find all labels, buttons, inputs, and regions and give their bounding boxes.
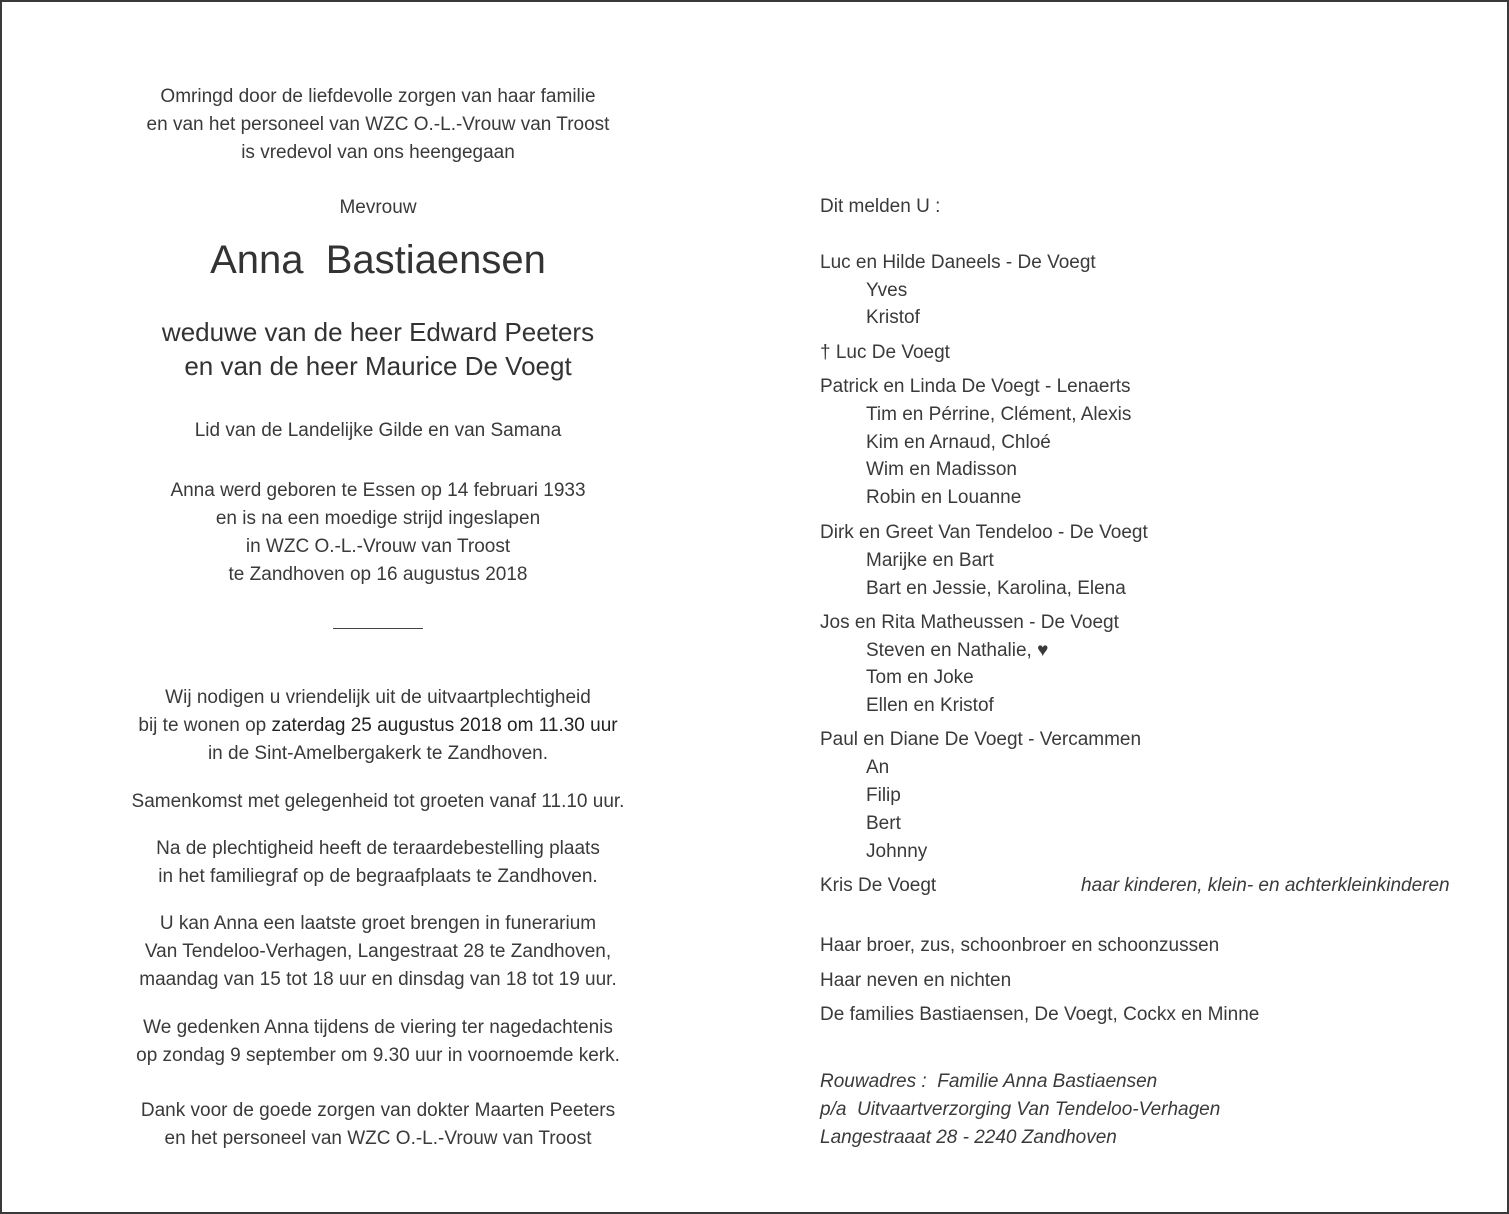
memorial-line-2: op zondag 9 september om 9.30 uur in voornoemde kerk. <box>136 1045 620 1066</box>
family-child: Steven en Nathalie, ♥ <box>866 640 1049 661</box>
family-child: Bart en Jessie, Karolina, Elena <box>866 578 1126 599</box>
ceremony-datetime: zaterdag 25 augustus 2018 om 11.30 uur <box>271 715 618 736</box>
visit-line-2: Van Tendeloo-Verhagen, Langestraat 28 te Zandhoven, <box>144 941 612 962</box>
relatives-line: Haar broer, zus, schoonbroer en schoonzussen <box>820 935 1220 956</box>
deceased-name: Anna Bastiaensen <box>210 238 546 282</box>
birth-line-4: te Zandhoven op 16 augustus 2018 <box>228 564 528 585</box>
invite-line-3: in de Sint-Amelbergakerk te Zandhoven. <box>207 743 549 764</box>
birth-line-1: Anna werd geboren te Essen op 14 februari 1933 <box>170 480 586 501</box>
intro-line-2: en van het personeel van WZC O.-L.-Vrouw van Troost <box>146 114 610 135</box>
family-child: Robin en Louanne <box>866 487 1022 508</box>
family-head: Paul en Diane De Voegt - Vercammen <box>820 729 1142 750</box>
family-child: Marijke en Bart <box>866 550 994 571</box>
visit-line-3: maandag van 15 tot 18 uur en dinsdag van 18 tot 19 uur. <box>139 969 617 990</box>
birth-line-2: en is na een moedige strijd ingeslapen <box>215 508 541 529</box>
children-label: haar kinderen, klein- en achterkleinkinderen <box>1081 875 1450 896</box>
family-child: Tom en Joke <box>866 667 974 688</box>
widow-line-2: en van de heer Maurice De Voegt <box>184 351 572 381</box>
family-child: Filip <box>866 785 901 806</box>
family-head: Kris De Voegt <box>820 875 937 896</box>
mourning-address-line-3: Langestraaat 28 - 2240 Zandhoven <box>820 1127 1117 1148</box>
family-head: Jos en Rita Matheussen - De Voegt <box>820 612 1119 633</box>
announcement-header: Dit melden U : <box>820 196 941 217</box>
mourning-address-line-2: p/a Uitvaartverzorging Van Tendeloo-Verhagen <box>820 1099 1221 1120</box>
salutation: Mevrouw <box>339 197 417 218</box>
family-child: Ellen en Kristof <box>866 695 994 716</box>
relatives-line: Haar neven en nichten <box>820 970 1012 991</box>
intro-line-1: Omringd door de liefdevolle zorgen van haar familie <box>160 86 596 107</box>
invite-line-2 <box>138 712 617 740</box>
gathering: Samenkomst met gelegenheid tot groeten vanaf 11.10 uur. <box>131 791 625 812</box>
divider <box>333 628 423 629</box>
intro-line-3: is vredevol van ons heengegaan <box>241 142 515 163</box>
burial-line-1: Na de plechtigheid heeft de teraardebestelling plaats <box>156 838 600 859</box>
family-child: Kim en Arnaud, Chloé <box>866 432 1051 453</box>
visit-line-1: U kan Anna een laatste groet brengen in funerarium <box>159 913 597 934</box>
burial-line-2: in het familiegraf op de begraafplaats te Zandhoven. <box>158 866 598 887</box>
family-child: Bert <box>866 813 901 834</box>
family-child: Yves <box>866 280 908 301</box>
family-child: An <box>866 757 890 778</box>
invite-prefix: bij te wonen op <box>138 715 272 736</box>
mourning-address-line-1: Rouwadres : Familie Anna Bastiaensen <box>820 1071 1158 1092</box>
birth-line-3: in WZC O.-L.-Vrouw van Troost <box>245 536 511 557</box>
family-head: Patrick en Linda De Voegt - Lenaerts <box>820 376 1131 397</box>
family-head: Dirk en Greet Van Tendeloo - De Voegt <box>820 522 1148 543</box>
family-head: Luc en Hilde Daneels - De Voegt <box>820 252 1096 273</box>
relatives-line: De families Bastiaensen, De Voegt, Cockx en Minne <box>820 1004 1260 1025</box>
invite-line-1: Wij nodigen u vriendelijk uit de uitvaartplechtigheid <box>165 687 591 708</box>
family-child: Johnny <box>866 841 928 862</box>
memorial-line-1: We gedenken Anna tijdens de viering ter nagedachtenis <box>143 1017 613 1038</box>
membership: Lid van de Landelijke Gilde en van Samana <box>194 420 562 441</box>
family-child: Wim en Madisson <box>866 459 1017 480</box>
widow-line-1: weduwe van de heer Edward Peeters <box>161 317 595 347</box>
thanks-line-2: en het personeel van WZC O.-L.-Vrouw van Troost <box>164 1128 592 1149</box>
family-head: † Luc De Voegt <box>820 342 950 363</box>
family-child: Kristof <box>866 307 920 328</box>
family-child: Tim en Pérrine, Clément, Alexis <box>866 404 1132 425</box>
thanks-line-1: Dank voor de goede zorgen van dokter Maarten Peeters <box>140 1100 616 1121</box>
